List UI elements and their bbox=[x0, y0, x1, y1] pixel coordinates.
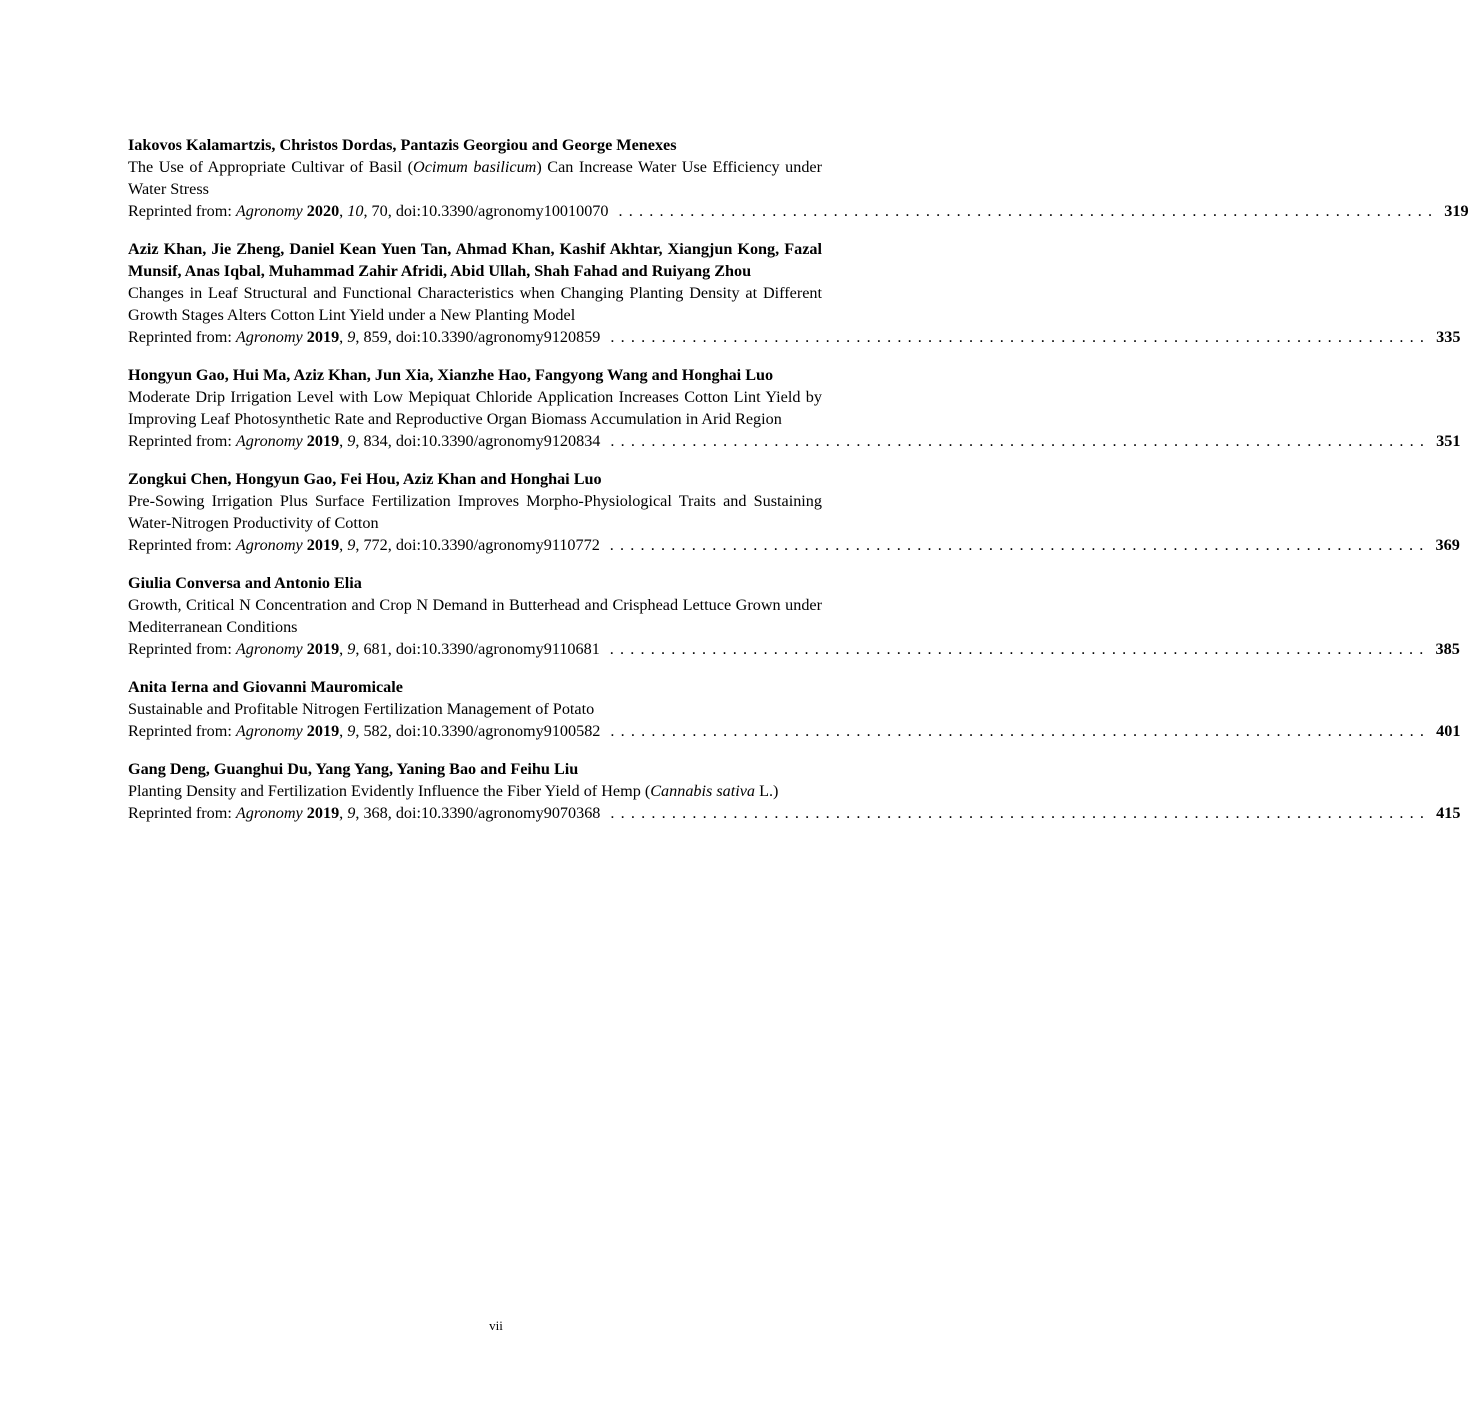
doi-text: doi:10.3390/agronomy9110772 bbox=[395, 536, 600, 554]
entry-citation-text: Reprinted from: Agronomy 2019, 9, 681, doi:10.3390/agronomy9110681 bbox=[128, 640, 600, 658]
publication-year: 2019 bbox=[306, 722, 340, 740]
entry-title-text: Pre-Sowing Irrigation Plus Surface Fertilization Improves Morpho-Physiological Traits and Sustaining Water-Nitrogen Productivity of Cotton bbox=[128, 492, 822, 532]
entry-citation-text: Reprinted from: Agronomy 2019, 9, 368, doi:10.3390/agronomy9070368 bbox=[128, 804, 601, 822]
article-number: 834 bbox=[363, 432, 388, 450]
reprinted-from-label: Reprinted from: bbox=[128, 432, 232, 450]
entry-title bbox=[128, 490, 822, 534]
entry-citation bbox=[128, 720, 1461, 742]
journal-name: Agronomy bbox=[235, 202, 303, 220]
doi-text: doi:10.3390/agronomy9070368 bbox=[395, 804, 601, 822]
dot-leader: ................................................................................ bbox=[610, 432, 1431, 450]
entry-title bbox=[128, 156, 822, 200]
entry-citation bbox=[128, 200, 1469, 222]
entry-citation bbox=[128, 430, 1461, 452]
journal-name: Agronomy bbox=[235, 640, 303, 658]
entry-title bbox=[128, 698, 822, 720]
entry-authors: Giulia Conversa and Antonio Elia bbox=[128, 574, 362, 592]
volume-number: 10 bbox=[347, 202, 364, 220]
entry-title-text: Growth, Critical N Concentration and Crop N Demand in Butterhead and Crisphead Lettuce Grown under Mediterranean Conditions bbox=[128, 596, 822, 636]
dot-leader: ................................................................................ bbox=[618, 202, 1439, 220]
volume-number: 9 bbox=[347, 432, 356, 450]
entry-citation-text: Reprinted from: Agronomy 2020, 10, 70, doi:10.3390/agronomy10010070 bbox=[128, 202, 609, 220]
entry-citation bbox=[128, 534, 1460, 556]
dot-leader: ................................................................................ bbox=[610, 804, 1431, 822]
entry-authors: Gang Deng, Guanghui Du, Yang Yang, Yaning Bao and Feihu Liu bbox=[128, 760, 579, 778]
reprinted-from-label: Reprinted from: bbox=[128, 804, 232, 822]
entry-title-text: Changes in Leaf Structural and Functional Characteristics when Changing Planting Density at Different Growth Stages Alters Cotton Lint Yield under a New Planting Model bbox=[128, 284, 822, 324]
volume-number: 9 bbox=[347, 328, 356, 346]
article-number: 70 bbox=[371, 202, 388, 220]
entry-citation-text: Reprinted from: Agronomy 2019, 9, 834, doi:10.3390/agronomy9120834 bbox=[128, 432, 601, 450]
entry-page-number: 319 bbox=[1444, 202, 1469, 220]
journal-name: Agronomy bbox=[235, 328, 303, 346]
entry-citation-text: Reprinted from: Agronomy 2019, 9, 772, doi:10.3390/agronomy9110772 bbox=[128, 536, 600, 554]
toc-entry bbox=[128, 134, 1469, 222]
dot-leader: ................................................................................ bbox=[609, 536, 1430, 554]
entry-title bbox=[128, 282, 822, 326]
toc-entry bbox=[128, 468, 1460, 556]
entry-authors: Zongkui Chen, Hongyun Gao, Fei Hou, Aziz Khan and Honghai Luo bbox=[128, 470, 602, 488]
article-number: 582 bbox=[363, 722, 388, 740]
dot-leader: ................................................................................ bbox=[609, 640, 1430, 658]
entry-page-number: 369 bbox=[1435, 536, 1460, 554]
entry-citation bbox=[128, 802, 1461, 824]
entry-title-text: Planting Density and Fertilization Evidently Influence the Fiber Yield of Hemp ( bbox=[128, 782, 651, 800]
entry-title-italic: Cannabis sativa bbox=[650, 782, 756, 800]
doi-text: doi:10.3390/agronomy9110681 bbox=[395, 640, 600, 658]
reprinted-from-label: Reprinted from: bbox=[128, 328, 232, 346]
volume-number: 9 bbox=[347, 722, 356, 740]
journal-name: Agronomy bbox=[235, 804, 303, 822]
entry-citation bbox=[128, 638, 1460, 660]
doi-text: doi:10.3390/agronomy9120859 bbox=[395, 328, 601, 346]
entry-page-number: 351 bbox=[1436, 432, 1461, 450]
entry-title-text: Moderate Drip Irrigation Level with Low Mepiquat Chloride Application Increases Cotton Lint Yield by Improving Leaf Photosynthetic Rate and Reproductive Organ Biomass Accumulation in Arid Region bbox=[128, 388, 822, 428]
publication-year: 2019 bbox=[306, 804, 340, 822]
doi-text: doi:10.3390/agronomy9120834 bbox=[395, 432, 601, 450]
reprinted-from-label: Reprinted from: bbox=[128, 536, 232, 554]
journal-name: Agronomy bbox=[235, 536, 303, 554]
volume-number: 9 bbox=[347, 640, 356, 658]
entry-authors: Aziz Khan, Jie Zheng, Daniel Kean Yuen Tan, Ahmad Khan, Kashif Akhtar, Xiangjun Kong, Fazal Munsif, Anas Iqbal, Muhammad Zahir Afridi, Abid Ullah, Shah Fahad and Ruiyang Zhou bbox=[128, 240, 822, 280]
dot-leader: ................................................................................ bbox=[610, 722, 1431, 740]
page-number: vii bbox=[489, 1318, 503, 1333]
entry-page-number: 401 bbox=[1436, 722, 1461, 740]
entry-title bbox=[128, 780, 822, 802]
entry-authors: Iakovos Kalamartzis, Christos Dordas, Pantazis Georgiou and George Menexes bbox=[128, 136, 677, 154]
publication-year: 2019 bbox=[306, 536, 340, 554]
table-of-contents bbox=[128, 134, 1469, 840]
toc-entry bbox=[128, 364, 1461, 452]
toc-entry bbox=[128, 758, 1461, 824]
entry-citation-text: Reprinted from: Agronomy 2019, 9, 859, doi:10.3390/agronomy9120859 bbox=[128, 328, 601, 346]
entry-citation-text: Reprinted from: Agronomy 2019, 9, 582, doi:10.3390/agronomy9100582 bbox=[128, 722, 601, 740]
doi-text: doi:10.3390/agronomy9100582 bbox=[395, 722, 601, 740]
journal-name: Agronomy bbox=[235, 722, 303, 740]
reprinted-from-label: Reprinted from: bbox=[128, 202, 232, 220]
article-number: 368 bbox=[363, 804, 388, 822]
entry-citation bbox=[128, 326, 1461, 348]
entry-title-text: ) Can Increase Water Use Efficiency under Water Stress bbox=[128, 158, 822, 198]
reprinted-from-label: Reprinted from: bbox=[128, 640, 232, 658]
volume-number: 9 bbox=[347, 804, 356, 822]
dot-leader: ................................................................................ bbox=[610, 328, 1431, 346]
article-number: 859 bbox=[363, 328, 388, 346]
entry-title-italic: Ocimum basilicum bbox=[413, 158, 537, 176]
entry-page-number: 415 bbox=[1436, 804, 1461, 822]
publication-year: 2019 bbox=[306, 640, 340, 658]
article-number: 681 bbox=[363, 640, 388, 658]
entry-title-text: L.) bbox=[755, 782, 779, 800]
publication-year: 2019 bbox=[306, 432, 340, 450]
entry-authors: Anita Ierna and Giovanni Mauromicale bbox=[128, 678, 403, 696]
publication-year: 2020 bbox=[306, 202, 340, 220]
toc-entry bbox=[128, 676, 1461, 742]
doi-text: doi:10.3390/agronomy10010070 bbox=[395, 202, 609, 220]
entry-title-text: Sustainable and Profitable Nitrogen Fertilization Management of Potato bbox=[128, 700, 595, 718]
toc-entry bbox=[128, 572, 1460, 660]
entry-title bbox=[128, 594, 822, 638]
journal-name: Agronomy bbox=[235, 432, 303, 450]
volume-number: 9 bbox=[347, 536, 356, 554]
entry-title bbox=[128, 386, 822, 430]
reprinted-from-label: Reprinted from: bbox=[128, 722, 232, 740]
entry-title-text: The Use of Appropriate Cultivar of Basil ( bbox=[128, 158, 414, 176]
article-number: 772 bbox=[363, 536, 388, 554]
toc-entry bbox=[128, 238, 1461, 348]
entry-authors: Hongyun Gao, Hui Ma, Aziz Khan, Jun Xia, Xianzhe Hao, Fangyong Wang and Honghai Luo bbox=[128, 366, 774, 384]
entry-page-number: 385 bbox=[1435, 640, 1460, 658]
publication-year: 2019 bbox=[306, 328, 340, 346]
entry-page-number: 335 bbox=[1436, 328, 1461, 346]
